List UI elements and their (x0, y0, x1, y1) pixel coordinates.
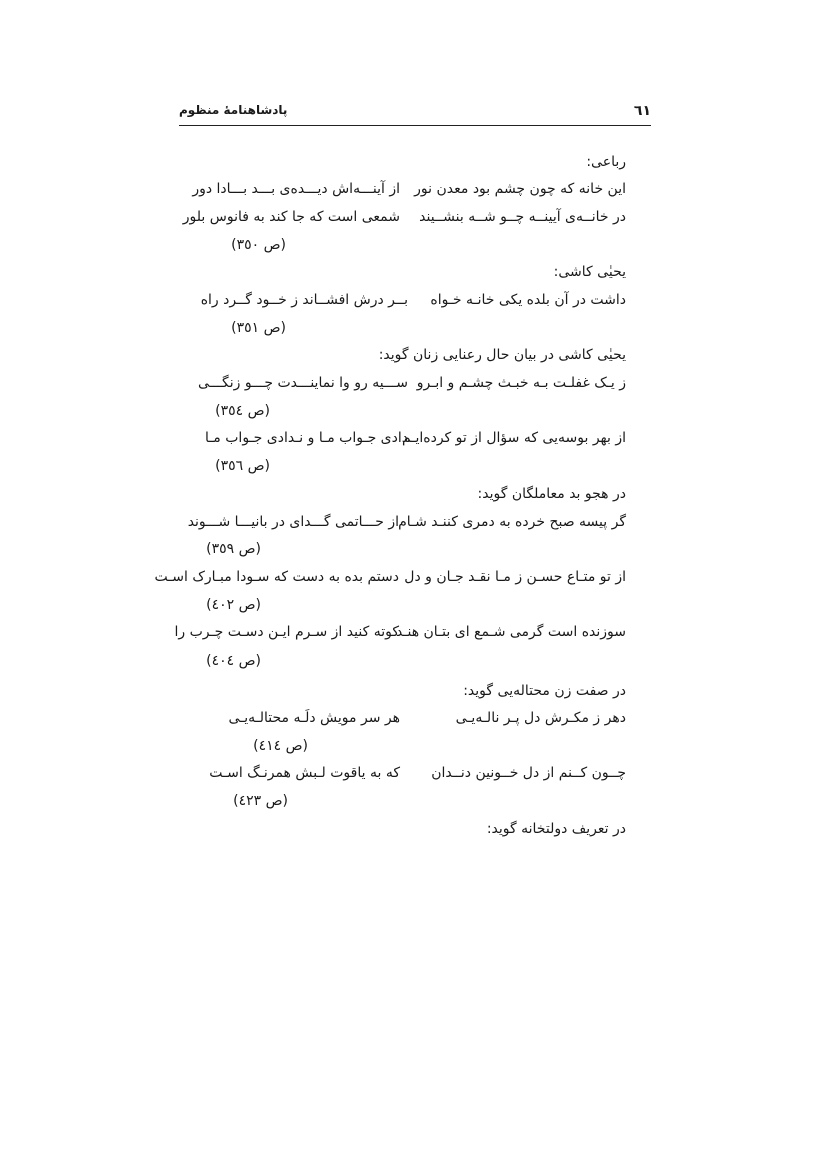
page-reference: (ص ٣٥٦) (215, 458, 270, 474)
section-heading: یحیٰی کاشی در بیان حال رعنایی زنان گوید: (378, 347, 626, 363)
couplet-right-hemistich: در خانــه‌ی آیینــه چــو شــه بنشــیند (419, 209, 626, 225)
page-reference: (ص ٤٠٤) (206, 653, 261, 669)
couplet-left-hemistich: از حـــاتمی گـــدای در بانیـــا شـــوند (187, 514, 399, 530)
page-reference: (ص ٤٠٢) (206, 597, 261, 613)
section-heading: در هجو بد معاملگان گوید: (477, 486, 626, 502)
page-reference: (ص ٣٥٤) (215, 403, 270, 419)
couplet-left-hemistich: از آینـــه‌اش دیـــده‌ی بـــد بـــادا دور (192, 181, 400, 197)
couplet-left-hemistich: بــر درش افشــاند ز خــود گــرد راه (200, 292, 408, 308)
couplet-right-hemistich: ز یـک غفلـت بـه خبـث چشـم و ابـرو (416, 375, 626, 391)
page-reference: (ص ٣٥٠) (231, 237, 286, 253)
book-title: پادشاهنامهٔ منظوم (179, 103, 288, 117)
couplet-right-hemistich: این خانه که چون چشم بود معدن نور (414, 181, 626, 197)
couplet-left-hemistich: کوته کنید از سـرم ایـن دسـت چـرب را (174, 624, 399, 640)
couplet-right-hemistich: سوزنده است گرمی شـمع ای بتـان هنـد (396, 624, 626, 640)
couplet-right-hemistich: داشت در آن بلده یکی خانـه خـواه (430, 292, 626, 308)
couplet-left-hemistich: که به یاقوت لـبش همرنـگ اسـت (209, 765, 400, 781)
couplet-right-hemistich: گر پیسه صبح خرده به دمری کننـد شـام (398, 514, 626, 530)
page-reference: (ص ٤١٤) (253, 738, 308, 754)
couplet-left-hemistich: شمعی است که جا کند به فانوس بلور (182, 209, 400, 225)
section-heading: در صفت زن محتاله‌یی گوید: (463, 683, 626, 699)
section-heading: رباعی: (586, 154, 626, 170)
section-heading: یحیٰی کاشی: (553, 264, 626, 280)
section-heading: در تعریف دولتخانه گوید: (486, 821, 626, 837)
page-reference: (ص ٣٥٩) (206, 541, 261, 557)
couplet-right-hemistich: دهر ز مکـرش دل پـر نالـه‌یـی (455, 710, 626, 726)
couplet-right-hemistich: چــون کــنم از دل خــونین دنــدان (431, 765, 626, 781)
couplet-left-hemistich: ســـیه رو وا نماینـــدت چـــو زنگـــی (198, 375, 408, 391)
running-header (179, 103, 651, 126)
couplet-left-hemistich: دستم بده به دست که سـودا مبـارک اسـت (154, 569, 399, 585)
couplet-left-hemistich: هر سر مویش دلَـه محتالـه‌یـی (228, 710, 400, 726)
page-number: ٦١ (633, 103, 651, 119)
page-reference: (ص ٤٢٣) (233, 793, 288, 809)
couplet-left-hemistich: دادی جـواب مـا و نـدادی جـواب مـا (204, 430, 408, 446)
page-reference: (ص ٣٥١) (231, 320, 286, 336)
couplet-right-hemistich: از بهر بوسه‌یی که سؤال از تو کرده‌ایـم (402, 430, 626, 446)
couplet-right-hemistich: از تو متـاع حسـن ز مـا نقـد جـان و دل (404, 569, 626, 585)
